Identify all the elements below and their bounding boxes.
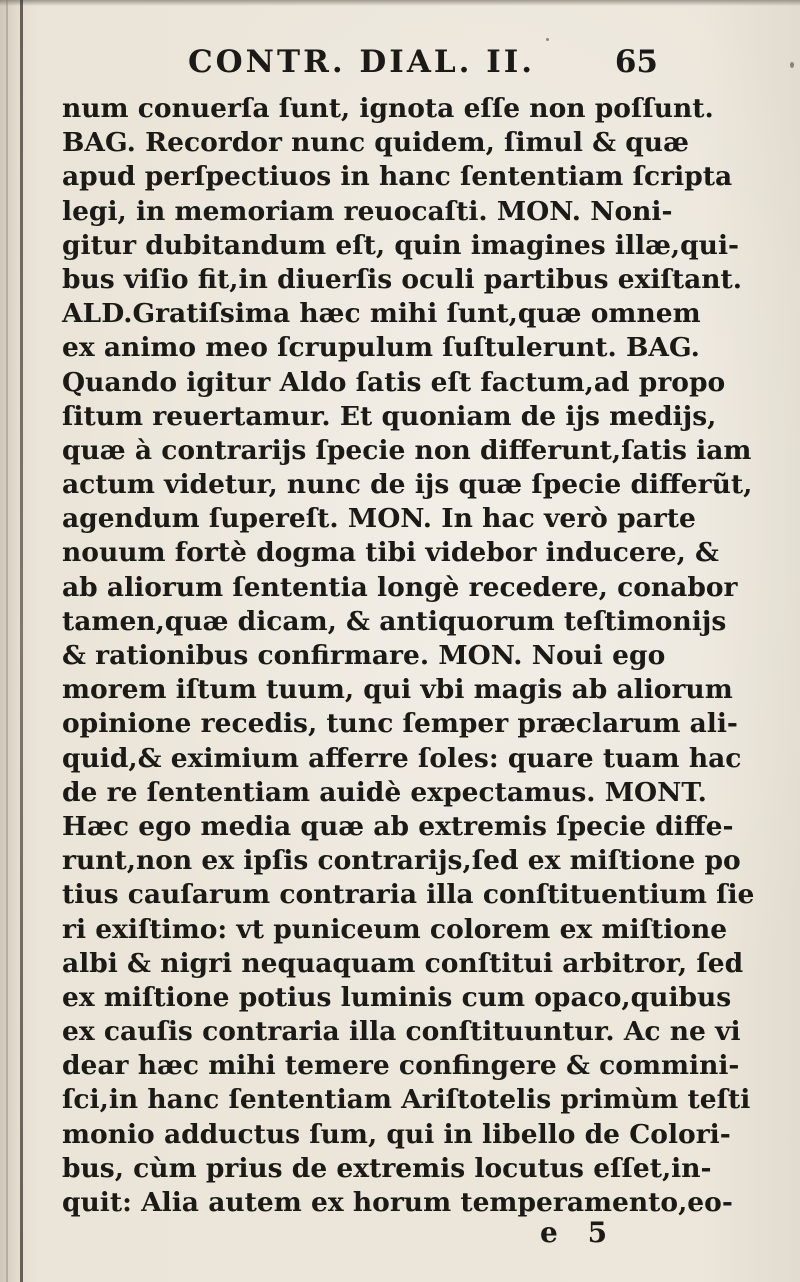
text-line: ab aliorum ſententia longè recedere, conabor [62,571,738,603]
text-line: monio adductus ſum, qui in libello de Colori- [62,1118,731,1150]
text-line: Quando igitur Aldo ſatis eſt factum,ad propo [62,366,726,398]
text-line: apud perſpectiuos in hanc ſententiam ſcripta [62,161,733,193]
text-line: num conuerſa ſunt, ignota eſſe non poſſunt. [62,93,714,124]
running-head-title: CONTR. DIAL. II. [188,44,536,80]
signature-mark: e 5 [540,1216,618,1249]
text-line: ALD.Gratiſsima hæc mihi ſunt,quæ omnem [62,298,701,330]
text-line: runt,non ex ipſis contrarijs,ſed ex miſtione po [62,845,741,877]
gutter-shadow [6,0,8,1282]
text-line: BAG. Recordor nunc quidem, ſimul & quæ [62,127,689,159]
text-line: ex cauſis contraria illa conſtituuntur. Ac ne vi [62,1016,741,1048]
text-line: bus, cùm prius de extremis locutus eſſet,in- [62,1152,712,1184]
text-line: ſitum reuertamur. Et quoniam de ijs medijs, [62,400,717,432]
text-line: tamen,quæ dicam, & antiquorum teſtimonijs [62,605,727,637]
body-text [62,92,755,1220]
text-line: & rationibus confirmare. MON. Noui ego [62,640,666,671]
text-line: bus viſio fit,in diuerſis oculi partibus exiſtant. [62,263,742,295]
text-line: gitur dubitandum eſt, quin imagines illæ,qui- [62,229,740,261]
page-number: 65 [614,44,658,80]
text-line: quæ à contrarijs ſpecie non differunt,ſatis iam [62,434,752,466]
text-line: tius cauſarum contraria illa conſtituentium ſie [62,879,755,911]
page-top-edge [0,0,800,6]
gutter-rule [20,0,23,1282]
text-line: nouum fortè dogma tibi videbor inducere, & [62,537,719,569]
text-line: ex miſtione potius luminis cum opaco,quibus [62,981,732,1013]
text-line: quit: Alia autem ex horum temperamento,eo- [62,1187,733,1218]
text-line: albi & nigri nequaquam conſtitui arbitror, ſed [62,947,744,979]
text-line: legi, in memoriam reuocaſti. MON. Noni- [62,195,673,227]
text-line: agendum ſupereſt. MON. In hac verò parte [62,503,696,535]
ink-speck [790,62,794,68]
text-line: de re ſententiam auidè expectamus. MONT. [62,776,707,808]
text-line: actum videtur, nunc de ijs quæ ſpecie differũt, [62,469,753,501]
ink-speck [546,38,549,41]
text-line: opinione recedis, tunc ſemper præclarum ali- [62,708,738,740]
text-line: quid,& eximium afferre ſoles: quare tuam hac [62,742,742,774]
text-line: ri exiſtimo: vt puniceum colorem ex miſtione [62,913,728,945]
running-head [188,44,658,84]
text-line: Hæc ego media quæ ab extremis ſpecie diffe- [62,810,734,842]
text-line: ſci,in hanc ſententiam Ariſtotelis primùm teſti [62,1084,751,1116]
text-line: ex animo meo ſcrupulum ſuſtulerunt. BAG. [62,332,700,364]
text-line: morem iſtum tuum, qui vbi magis ab aliorum [62,674,733,706]
text-line: dear hæc mihi temere confingere & commini- [62,1050,740,1082]
